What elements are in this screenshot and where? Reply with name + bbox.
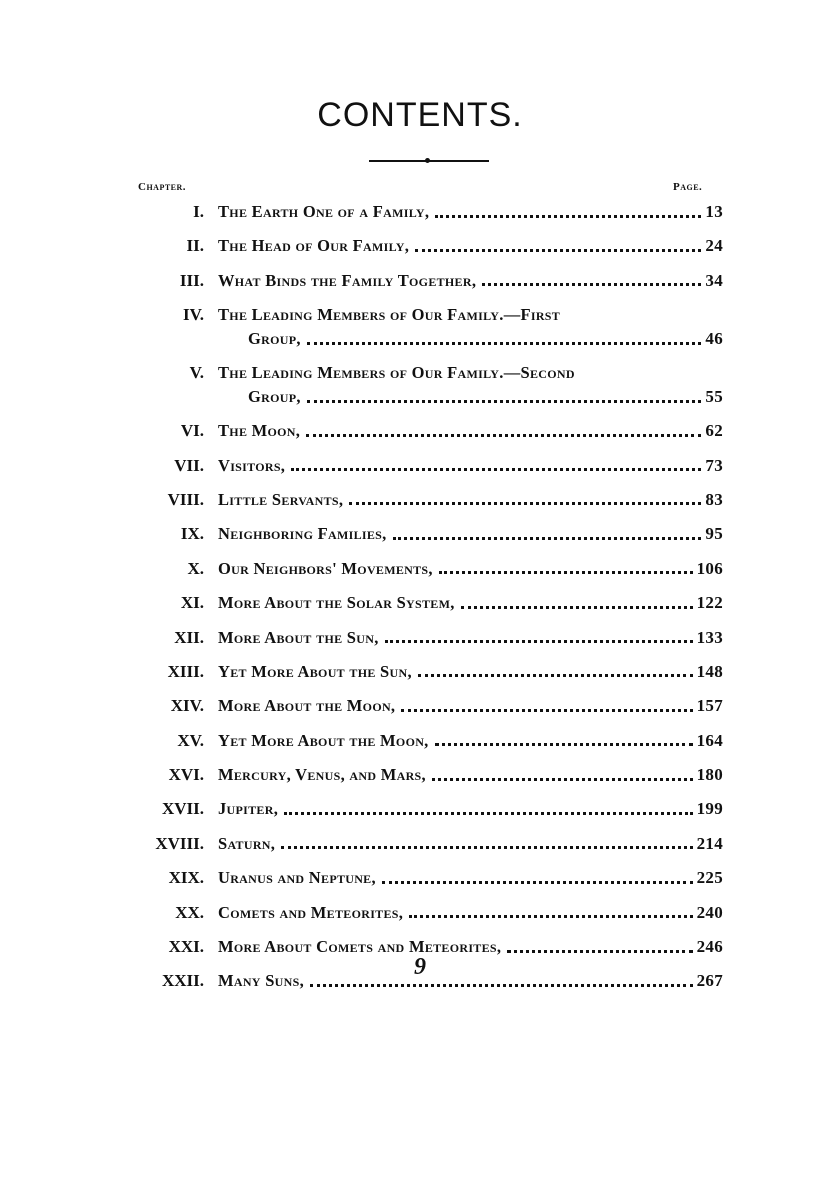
chapter-number: XVIII. — [155, 833, 204, 853]
chapter-title-line — [218, 628, 723, 648]
chapter-number: III. — [179, 270, 204, 290]
toc-entry[interactable] — [0, 658, 840, 692]
chapter-title-line — [218, 696, 723, 716]
dot-leader — [507, 950, 692, 953]
chapter-title-line — [218, 662, 723, 682]
page-ref: 24 — [705, 236, 723, 256]
dot-leader — [393, 537, 702, 540]
chapter-title: Yet More About the Moon, — [218, 730, 429, 750]
toc-entry[interactable] — [0, 624, 840, 658]
chapter-number: XVI. — [168, 765, 204, 785]
chapter-title: Little Servants, — [218, 489, 344, 509]
page-title: CONTENTS. — [317, 96, 523, 134]
chapter-title-line — [218, 236, 723, 256]
chapter-number: IX. — [180, 524, 204, 544]
page-ref: 83 — [705, 489, 723, 509]
page-ref: 46 — [705, 329, 723, 349]
chapter-title: The Moon, — [218, 421, 301, 441]
chapter-title-line — [218, 490, 723, 510]
chapter-title-part2: Group, — [248, 387, 301, 407]
toc-entry[interactable] — [0, 727, 840, 761]
chapter-title-continuation — [248, 329, 723, 349]
page-ref: 157 — [696, 696, 723, 716]
chapter-number: X. — [187, 558, 204, 578]
chapter-title: Our Neighbors' Movements, — [218, 558, 433, 578]
chapter-title-line — [218, 305, 723, 325]
chapter-title: More About the Moon, — [218, 696, 396, 716]
toc-entry[interactable] — [0, 198, 840, 232]
chapter-title: Many Suns, — [218, 971, 305, 991]
chapter-title: More About the Solar System, — [218, 593, 455, 613]
dot-leader — [310, 984, 693, 987]
chapter-number: XII. — [174, 627, 204, 647]
page-ref: 122 — [696, 593, 723, 613]
chapter-title-line — [218, 765, 723, 785]
toc-entry[interactable] — [0, 899, 840, 933]
chapter-number: VII. — [174, 455, 204, 475]
chapter-title: The Earth One of a Family, — [218, 202, 430, 221]
chapter-title: Mercury, Venus, and Mars, — [218, 765, 426, 785]
chapter-title-line — [218, 868, 723, 888]
dot-leader — [401, 709, 692, 712]
dot-leader — [306, 434, 701, 437]
chapter-title: Uranus and Neptune, — [218, 868, 376, 888]
chapter-number: IV. — [183, 305, 204, 325]
page-ref: 34 — [705, 270, 723, 290]
chapter-title-line — [218, 799, 723, 819]
title-divider — [369, 160, 489, 162]
chapter-title-line — [218, 202, 723, 222]
chapter-title-part2: Group, — [248, 329, 301, 349]
chapter-title: Saturn, — [218, 833, 276, 853]
chapter-title: The Leading Members of Our Family.—Second — [218, 363, 575, 383]
dot-leader — [291, 468, 701, 471]
dot-leader — [418, 674, 693, 677]
toc-entry[interactable] — [0, 692, 840, 726]
dot-leader — [409, 915, 692, 918]
chapter-number: XIII. — [167, 661, 204, 681]
chapter-title-continuation — [248, 387, 723, 407]
toc-entry[interactable] — [0, 830, 840, 864]
dot-leader — [415, 249, 701, 252]
chapter-title-line — [218, 456, 723, 476]
chapter-number: XIX. — [168, 868, 204, 888]
chapter-title: Comets and Meteorites, — [218, 902, 404, 922]
page-ref: 133 — [696, 627, 723, 647]
dot-leader — [307, 342, 702, 345]
page-ref: 267 — [696, 971, 723, 991]
chapter-title: Neighboring Families, — [218, 524, 387, 544]
toc-entry[interactable] — [0, 589, 840, 623]
dot-leader — [385, 640, 693, 643]
chapter-title: The Leading Members of Our Family.—First — [218, 305, 561, 325]
chapter-title: Yet More About the Sun, — [218, 661, 412, 681]
dot-leader — [349, 502, 701, 505]
page-ref: 95 — [705, 524, 723, 544]
chapter-title: Jupiter, — [218, 799, 279, 819]
toc-entry[interactable] — [0, 555, 840, 589]
chapter-number: VIII. — [167, 489, 204, 509]
chapter-number: XI. — [180, 593, 204, 613]
page-ref: 55 — [705, 387, 723, 407]
chapter-column-header: Chapter. — [138, 181, 187, 193]
chapter-title-line — [218, 524, 723, 544]
page-ref: 240 — [696, 902, 723, 922]
chapter-title: More About Comets and Meteorites, — [218, 937, 502, 957]
chapter-title: More About the Sun, — [218, 627, 379, 647]
page-column-header: Page. — [673, 181, 703, 193]
dot-leader — [382, 881, 693, 884]
chapter-title-line — [218, 271, 723, 291]
toc-entry[interactable] — [0, 452, 840, 486]
dot-leader — [482, 283, 701, 286]
toc-entry[interactable] — [0, 486, 840, 520]
toc-entry[interactable] — [0, 417, 840, 451]
dot-leader — [432, 778, 693, 781]
page-ref: 246 — [696, 937, 723, 957]
toc-entry[interactable] — [0, 761, 840, 795]
toc-entry[interactable] — [0, 864, 840, 898]
dot-leader — [439, 571, 693, 574]
toc-entry[interactable] — [0, 795, 840, 829]
page-ref: 180 — [696, 765, 723, 785]
page-ref: 13 — [705, 202, 723, 221]
chapter-number: II. — [186, 236, 204, 256]
page-ref: 199 — [696, 799, 723, 819]
chapter-title: Visitors, — [218, 455, 286, 475]
chapter-title-line — [218, 421, 723, 441]
chapter-number: XVII. — [161, 799, 204, 819]
page-ref: 106 — [696, 558, 723, 578]
page-ref: 214 — [696, 833, 723, 853]
dot-leader — [461, 606, 693, 609]
dot-leader — [307, 400, 702, 403]
chapter-number: XXI. — [168, 937, 204, 957]
toc-entry[interactable] — [0, 267, 840, 301]
page-ref: 164 — [696, 730, 723, 750]
toc-entry[interactable] — [0, 301, 840, 359]
chapter-title-line — [218, 903, 723, 923]
chapter-number: XX. — [175, 902, 204, 922]
chapter-number: XXII. — [161, 971, 204, 991]
chapter-number: V. — [189, 363, 204, 383]
dot-leader — [435, 743, 693, 746]
chapter-title-line — [218, 363, 723, 383]
toc-entry[interactable] — [0, 520, 840, 554]
chapter-title-line — [218, 731, 723, 751]
dot-leader — [284, 812, 692, 815]
chapter-number: XV. — [177, 730, 204, 750]
chapter-number: XIV. — [170, 696, 204, 716]
chapter-title: The Head of Our Family, — [218, 236, 410, 256]
page-number: 9 — [414, 954, 426, 980]
table-of-contents — [0, 198, 840, 1002]
page-ref: 148 — [696, 661, 723, 681]
toc-entry[interactable] — [0, 359, 840, 417]
chapter-number: I. — [193, 202, 204, 221]
dot-leader — [435, 215, 701, 218]
page-ref: 73 — [705, 455, 723, 475]
toc-entry[interactable] — [0, 232, 840, 266]
chapter-title: What Binds the Family Together, — [218, 270, 477, 290]
divider-dot — [425, 158, 430, 163]
page-ref: 62 — [705, 421, 723, 441]
page-ref: 225 — [696, 868, 723, 888]
chapter-title-line — [218, 593, 723, 613]
dot-leader — [281, 846, 692, 849]
chapter-number: VI. — [180, 421, 204, 441]
chapter-title-line — [218, 834, 723, 854]
chapter-title-line — [218, 559, 723, 579]
